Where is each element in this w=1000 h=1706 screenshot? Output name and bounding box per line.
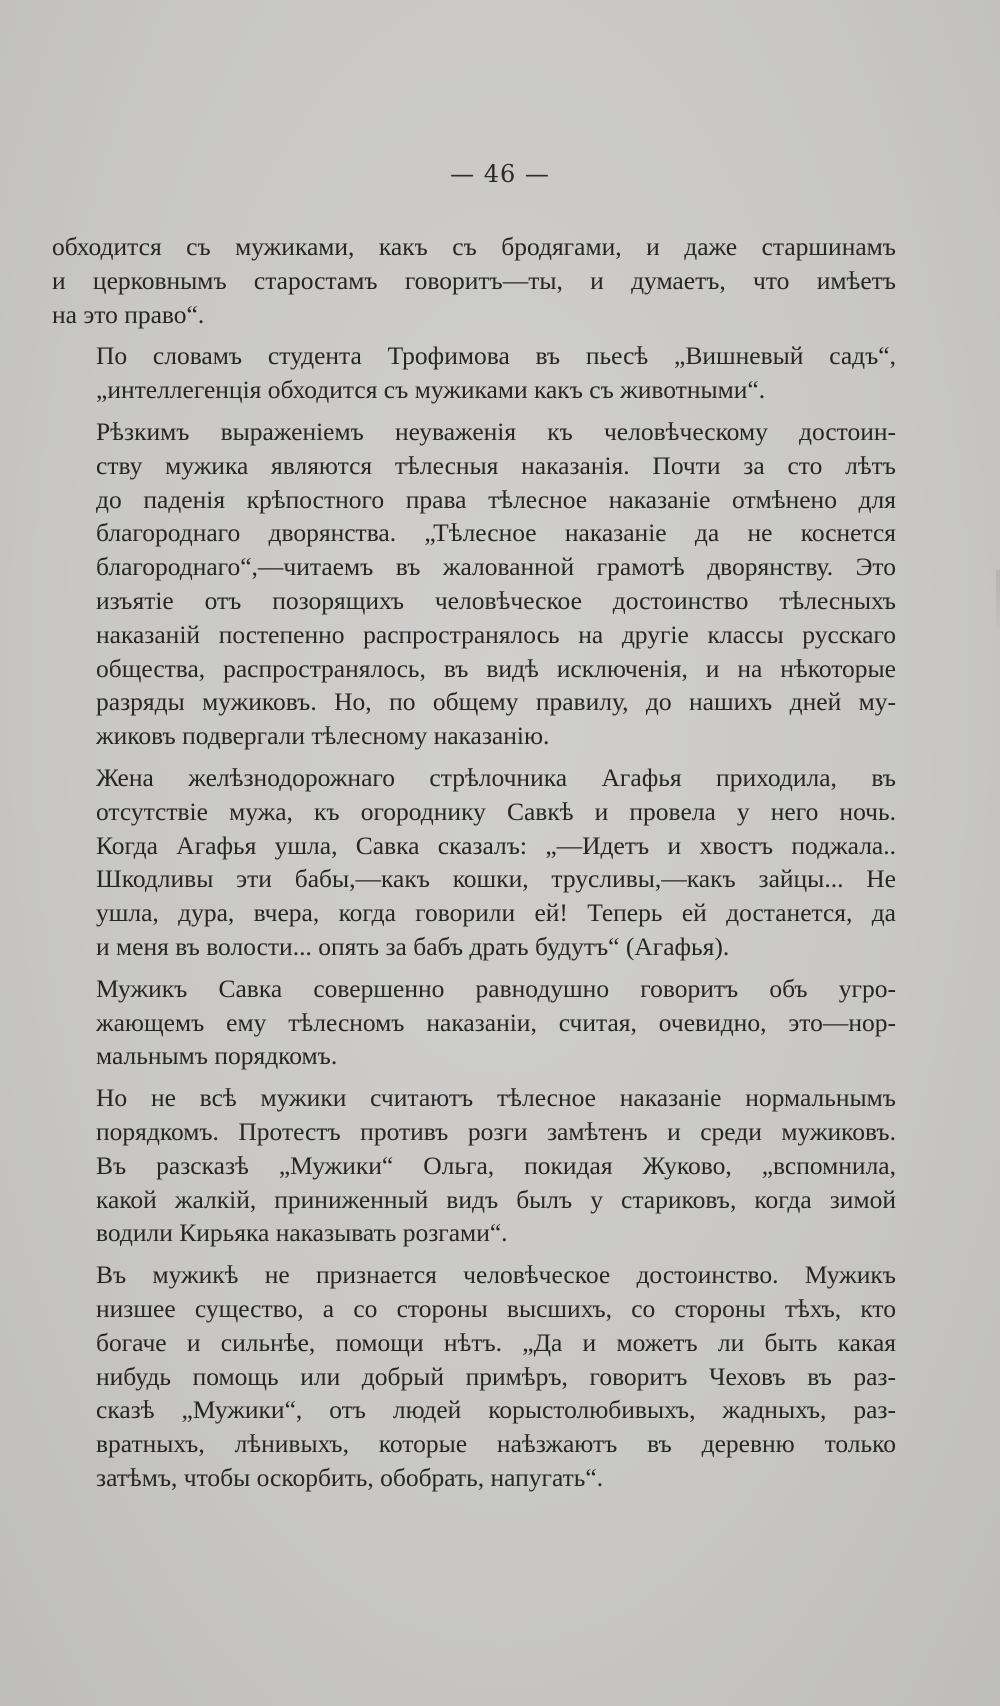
text-line: богаче и сильнѣе, помощи нѣтъ. „Да и можетъ ли быть какая [96, 1327, 896, 1357]
text-line: благороднаго дворянства. „Тѣлесное наказаніе да не коснется [96, 518, 896, 548]
text-line: на это право“. [52, 299, 205, 329]
page-text-body [52, 230, 896, 1503]
text-line: Когда Агафья ушла, Савка сказалъ: „—Идетъ и хвостъ поджала.. [96, 830, 896, 860]
text-line: „интеллегенція обходится съ мужиками какъ съ животными“. [96, 375, 766, 405]
paragraph [52, 972, 896, 1073]
text-line: вратныхъ, лѣнивыхъ, которые наѣзжаютъ въ деревню только [96, 1429, 896, 1459]
text-line: низшее существо, а со стороны высшихъ, со стороны тѣхъ, кто [96, 1293, 896, 1323]
text-line: По словамъ студента Трофимова въ пьесѣ „Вишневый садъ“, [96, 341, 896, 371]
text-line: ушла, дура, вчера, когда говорили ей! Теперь ей достанется, да [96, 898, 896, 928]
text-line: разряды мужиковъ. Но, по общему правилу, до нашихъ дней му- [96, 687, 896, 717]
paragraph [52, 230, 896, 331]
text-line: и церковнымъ старостамъ говоритъ—ты, и думаетъ, что имѣетъ [52, 265, 896, 295]
text-line: Мужикъ Савка совершенно равнодушно говоритъ объ угро- [96, 973, 896, 1003]
paragraph [52, 339, 896, 407]
text-line: и меня въ волости... опять за бабъ драть будутъ“ (Агафья). [96, 931, 730, 961]
text-line: ству мужика являются тѣлесныя наказанія. Почти за сто лѣтъ [96, 450, 896, 480]
text-line: Въ разсказѣ „Мужики“ Ольга, покидая Жуково, „вспомнила, [96, 1150, 896, 1180]
text-line: отсутствіе мужа, къ огороднику Савкѣ и провела у него ночь. [96, 796, 896, 826]
text-line: какой жалкій, приниженный видъ былъ у стариковъ, когда зимой [96, 1184, 896, 1214]
text-line: общества, распространялось, въ видѣ исключенія, и на нѣкоторые [96, 653, 896, 683]
paragraph [52, 1081, 896, 1250]
text-line: благороднаго“,—читаемъ въ жалованной грамотѣ дворянству. Это [96, 552, 896, 582]
text-line: Рѣзкимъ выраженіемъ неуваженія къ человѣческому достоин- [96, 416, 896, 446]
paragraph [52, 761, 896, 964]
text-line: наказаній постепенно распространялось на другіе классы русскаго [96, 619, 896, 649]
text-line: жающемъ ему тѣлесномъ наказаніи, считая, очевидно, это—нор- [96, 1007, 896, 1037]
text-line: нибудь помощь или добрый примѣръ, говоритъ Чеховъ въ раз- [96, 1361, 896, 1391]
text-line: изъятіе отъ позорящихъ человѣческое достоинство тѣлесныхъ [96, 585, 896, 615]
text-line: Жена желѣзнодорожнаго стрѣлочника Агафья приходила, въ [96, 762, 896, 792]
paragraph [52, 415, 896, 753]
text-line: Но не всѣ мужики считаютъ тѣлесное наказаніе нормальнымъ [96, 1083, 896, 1113]
text-line: водили Кирьяка наказывать розгами“. [96, 1218, 508, 1248]
paragraph [52, 1258, 896, 1495]
text-line: сказѣ „Мужики“, отъ людей корыстолюбивыхъ, жадныхъ, раз- [96, 1395, 896, 1425]
page-edge-shadow [996, 570, 1000, 630]
text-line: Въ мужикѣ не признается человѣческое достоинство. Мужикъ [96, 1260, 896, 1290]
text-line: порядкомъ. Протестъ противъ розги замѣтенъ и среди мужиковъ. [96, 1116, 896, 1146]
text-line: жиковъ подвергали тѣлесному наказанію. [96, 721, 550, 751]
text-line: мальнымъ порядкомъ. [96, 1041, 338, 1071]
text-line: затѣмъ, чтобы оскорбить, обобрать, напугать“. [96, 1462, 604, 1492]
page-number: — 46 — [450, 160, 550, 188]
text-line: до паденія крѣпостного права тѣлесное наказаніе отмѣнено для [96, 484, 896, 514]
text-line: Шкодливы эти бабы,—какъ кошки, трусливы,—какъ зайцы... Не [96, 864, 896, 894]
text-line: обходится съ мужиками, какъ съ бродягами, и даже старшинамъ [52, 232, 896, 261]
